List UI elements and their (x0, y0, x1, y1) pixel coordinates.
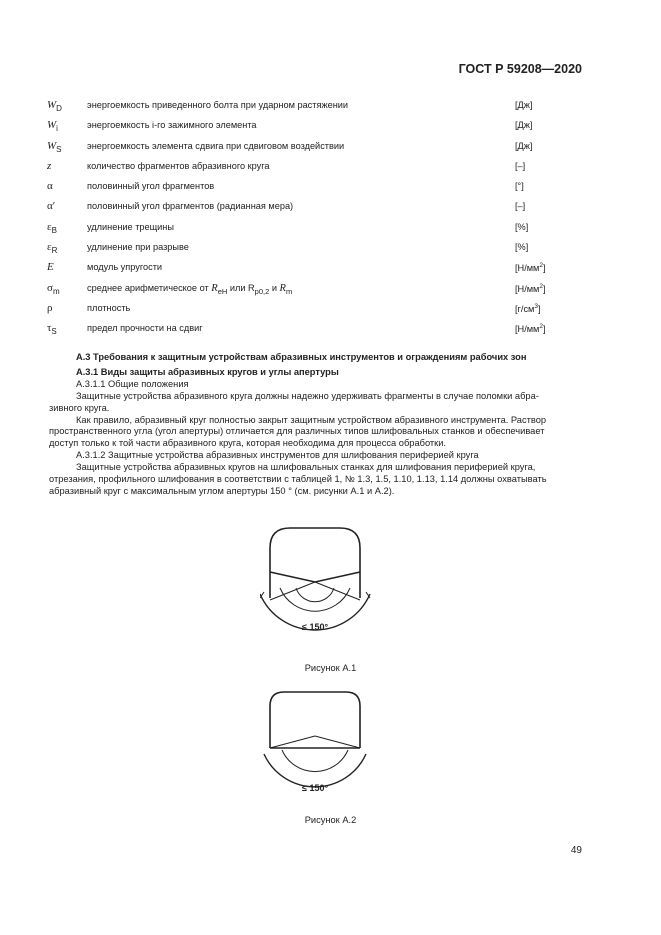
symbol-row (47, 319, 567, 339)
section-a312-title: А.3.1.2 Защитные устройства абразивных инструментов для шлифования периферией круга (76, 450, 479, 461)
figure-a1-caption: Рисунок А.1 (304, 663, 357, 673)
symbol: $W_D$ (47, 99, 62, 114)
guard-bottom-line-left (270, 572, 315, 582)
symbol: α′ (47, 200, 56, 213)
symbols-list (47, 96, 567, 340)
symbol-unit: [%] (515, 221, 529, 232)
symbol-unit: $[Н/мм^2]$ (515, 262, 546, 274)
section-a311-title: А.3.1.1 Общие положения (76, 378, 189, 389)
symbol: z (47, 159, 52, 172)
guard-outline (270, 692, 360, 748)
symbol-description: энергоемкость приведенного болта при ударном растяжении (87, 100, 349, 110)
symbol-description: предел прочности на сдвиг (87, 323, 203, 334)
wheel-inner-arc (296, 588, 334, 602)
symbol-description: среднее арифметическое от $R_{eH}$ или $R_{p0,2}$ и $R_m$ (87, 282, 293, 296)
paragraph-3-line-1: Защитные устройства абразивных кругов на шлифовальных станках для шлифования периферией круга, (76, 462, 536, 473)
figure-a2-angle-label: ≤ 150° (302, 783, 329, 793)
aperture-line-right (315, 582, 360, 600)
aperture-line-left (270, 736, 315, 748)
symbol-unit: [%] (515, 242, 529, 253)
symbol-row (47, 116, 567, 136)
symbol-row (47, 279, 567, 299)
paragraph-1-line-2: зивного круга. (49, 402, 110, 413)
symbol: ρ (47, 301, 53, 314)
symbol-description: количество фрагментов абразивного круга (87, 160, 270, 171)
symbol-description: удлинение трещины (87, 221, 174, 232)
paragraph-2-line-1: Как правило, абразивный круг полностью закрыт защитным устройством абразивного инструмента. Раствор (76, 414, 547, 425)
symbol-unit: [Дж] (515, 100, 533, 110)
page-number: 49 (570, 845, 582, 856)
symbol-description: половинный угол фрагментов (87, 181, 215, 192)
guard-outline (270, 528, 360, 598)
symbol-row (47, 137, 567, 157)
symbol-row (47, 218, 567, 238)
section-a31-title: А.3.1 Виды защиты абразивных кругов и углы апертуры (76, 366, 339, 377)
aperture-line-left (270, 582, 315, 600)
angle-arc (264, 754, 366, 787)
symbol-description: модуль упругости (87, 262, 163, 273)
symbol-row (47, 299, 567, 319)
symbol-description: удлинение при разрыве (87, 242, 189, 253)
symbol-row (47, 258, 567, 278)
symbol: $\sigma_m$ (47, 281, 60, 296)
paragraph-3-line-2: отрезания, профильного шлифования в соответствии с таблицей 1, № 1.3, 1.5, 1.10, 1.13, 1.14 должны охватывать (49, 474, 547, 485)
symbol: $\varepsilon_B$ (47, 220, 57, 235)
symbol: $\tau_S$ (47, 322, 57, 337)
wheel-arc (282, 750, 348, 772)
symbol-description: половинный угол фрагментов (радианная мера) (87, 201, 294, 212)
symbol-unit: [°] (515, 181, 524, 192)
section-text (49, 352, 584, 498)
symbol: E (47, 261, 54, 274)
symbol-unit: $[Н/мм^2]$ (515, 323, 546, 335)
symbol-row (47, 177, 567, 197)
symbol-unit: [Дж] (515, 140, 533, 151)
symbol-unit: [–] (515, 160, 526, 171)
figure-a2-caption: Рисунок А.2 (304, 815, 357, 825)
document-id: ГОСТ Р 59208—2020 (458, 62, 582, 76)
symbol-description: энергоемкость i-го зажимного элемента (87, 120, 257, 131)
symbol-description: энергоемкость элемента сдвига при сдвиговом воздействии (87, 140, 345, 151)
section-a3-title: А.3 Требования к защитным устройствам абразивных инструментов и ограждениям рабочих зон (76, 352, 527, 362)
figure-a2-diagram (260, 688, 400, 808)
symbol: $W_i$ (47, 119, 58, 134)
symbol-row (47, 157, 567, 177)
paragraph-2-line-3: доступ только к той части абразивного круга, которая необходима для процесса обработки. (49, 438, 447, 449)
symbol-description: плотность (87, 302, 131, 313)
symbol-row (47, 96, 567, 116)
paragraph-3-line-3: абразивный круг с максимальным углом апертуры 150 ° (см. рисунки А.1 и А.2). (49, 485, 395, 496)
symbol-unit: [–] (515, 201, 526, 212)
figure-a1-diagram (260, 520, 400, 650)
paragraph-2-line-2: пространственного угла (угол апертуры) отличается для различных типов шлифовальных станков и обеспечивает (49, 426, 545, 437)
paragraph-1-line-1: Защитные устройства абразивного круга должны надежно удерживать фрагменты в случае поломки абра- (76, 390, 539, 401)
symbol-unit: $[Н/мм^2]$ (515, 282, 546, 294)
symbol-row (47, 238, 567, 258)
guard-bottom-line-right (315, 572, 360, 582)
symbol: $W_S$ (47, 139, 62, 154)
symbol-unit: [Дж] (515, 120, 533, 131)
figure-a1-angle-label: ≤ 150° (302, 622, 329, 632)
symbol: α (47, 180, 53, 193)
symbol-row (47, 197, 567, 217)
aperture-line-right (315, 736, 360, 748)
symbol-unit: $[г/см^3]$ (515, 302, 541, 315)
symbol: $\varepsilon_R$ (47, 241, 58, 256)
